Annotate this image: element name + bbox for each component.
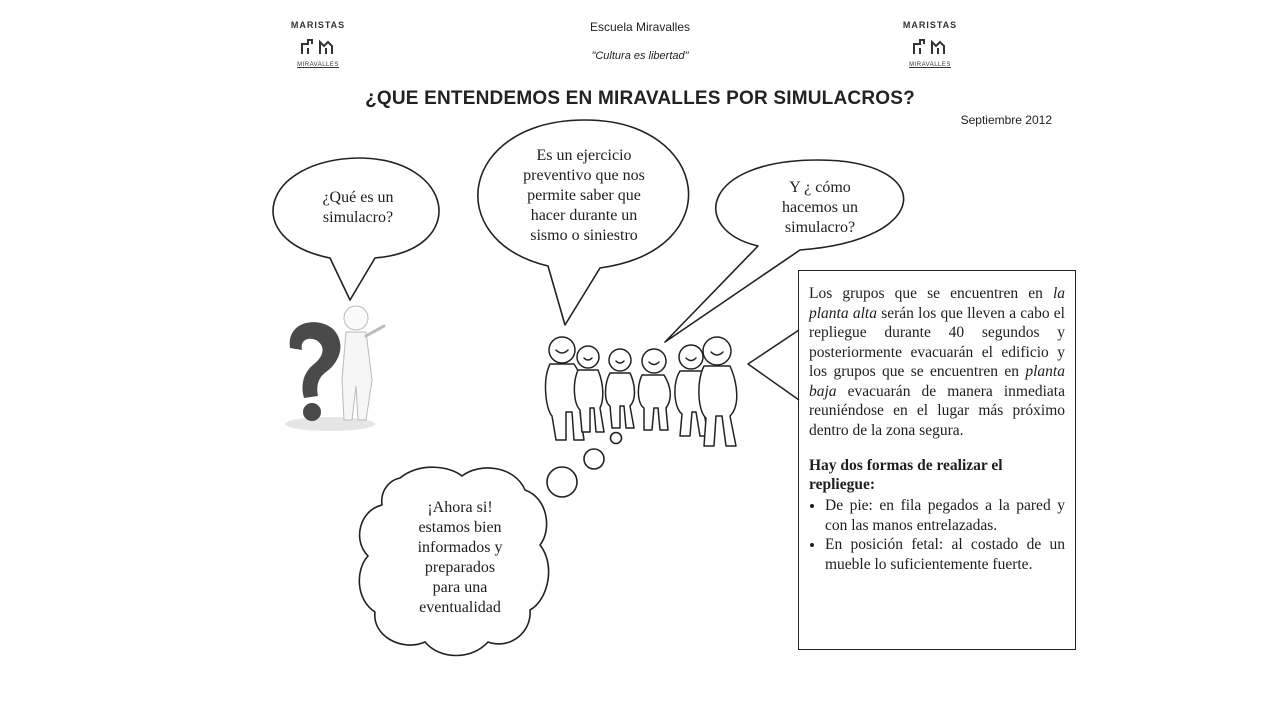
how-line-2: hacemos un [782,199,858,216]
school-name: Escuela Miravalles [589,20,691,34]
school-motto: "Cultura es libertad" [591,50,689,62]
info-text-1: Los grupos que se encuentren en [809,285,1053,302]
list-item: • De pie: en fila pegados a la pared y con las manos entrelazadas. [825,496,1065,535]
logo-bottom-text: MIRAVALLES [909,62,951,68]
logo-top-text: MARISTAS [902,20,958,30]
people-group-icon [546,337,737,446]
thought-line-3: informados y [417,539,503,556]
info-text-2: serán los que lleven a cabo el repliegue durante 40 segundos y posteriormente evacuarán el edificio y los grupos que se encuentren en [809,304,1065,380]
thought-line-5: para una [432,579,488,596]
list-item: • En posición fetal: al costado de un mueble lo suficientemente fuerte. [825,535,1065,574]
thought-trail [547,433,622,498]
forms-list [809,496,1065,574]
answer-line-1: Es un ejercicio [536,147,632,164]
question-line-2: simulacro? [322,209,394,226]
upper-floor-emphasis: la planta alta [809,285,1065,322]
question-mark-figure-icon [285,306,384,431]
page-title: ¿QUE ENTENDEMOS EN MIRAVALLES POR SIMULACROS? [365,88,915,109]
info-text-3: evacuarán de manera inmediata reuniéndose en el lugar más próximo dentro de la zona segura. [809,382,1065,439]
thought-line-6: eventualidad [419,599,501,616]
how-line-3: simulacro? [784,219,856,236]
thought-bubble-text [390,498,530,618]
logo-bottom-text: MIRAVALLES [297,62,339,68]
answer-line-4: hacer durante un [530,207,638,224]
info-box [798,270,1076,650]
answer-line-2: preventivo que nos [523,167,645,184]
how-bubble-text [750,178,890,238]
logo-top-text: MARISTAS [290,20,346,30]
info-box-pointer [748,330,799,400]
ground-floor-emphasis: planta baja [809,363,1065,400]
thought-line-1: ¡Ahora si! [427,499,493,516]
date-label: Septiembre 2012 [960,113,1052,127]
info-paragraph [809,284,1065,440]
answer-bubble-text [494,146,674,246]
question-line-1: ¿Qué es un [322,189,394,206]
question-bubble [273,158,439,300]
answer-line-3: permite saber que [527,187,641,204]
answer-line-5: sismo o siniestro [530,227,638,244]
how-line-1: Y ¿ cómo [789,179,851,196]
forms-heading: Hay dos formas de realizar el repliegue: [809,457,1003,493]
question-bubble-text [298,188,418,228]
thought-line-2: estamos bien [418,519,502,536]
thought-line-4: preparados [424,559,496,576]
